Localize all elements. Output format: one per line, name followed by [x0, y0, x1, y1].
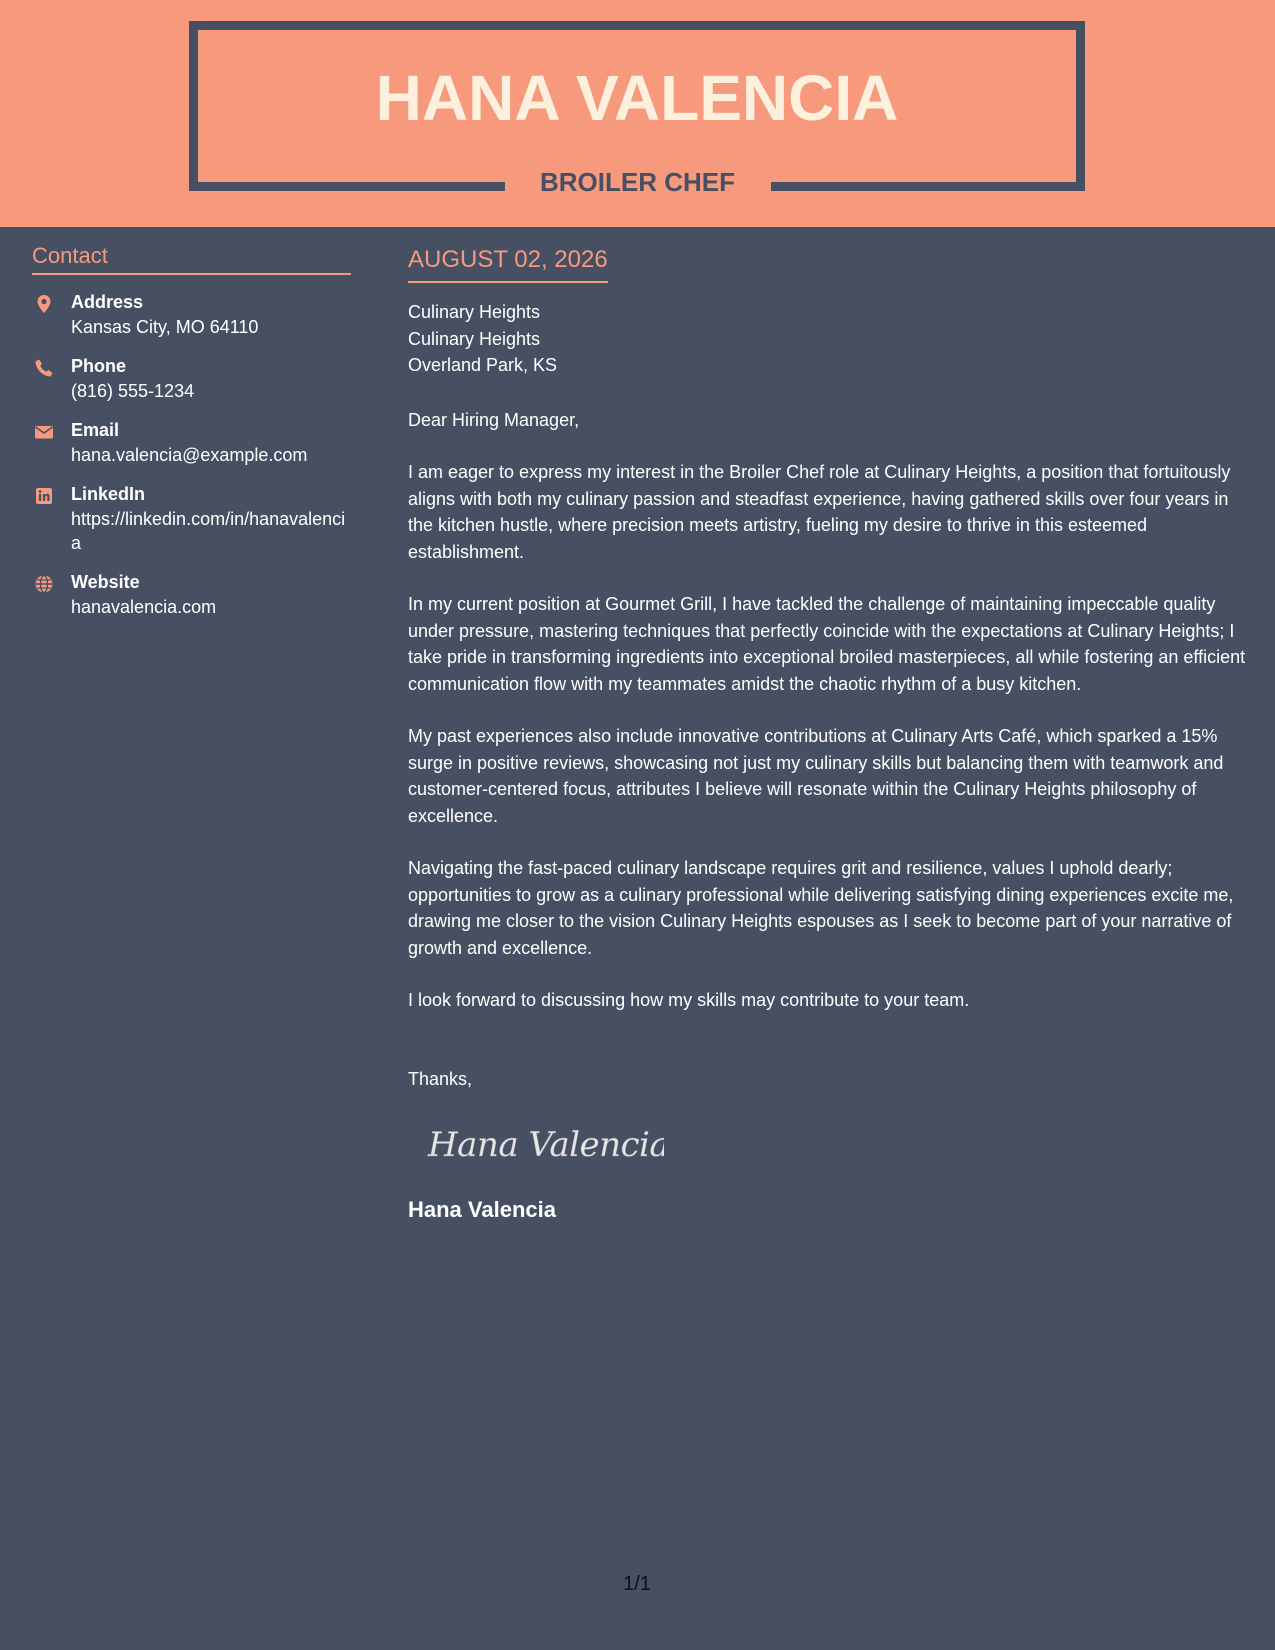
letter-paragraph: Navigating the fast-paced culinary landscape requires grit and resilience, values I uphold dearly; opportunities to grow as a culinary professional while delivering satisfying dining experiences excite me, drawing me closer to the vision Culinary Heights espouses as I seek to become part of your narrative of growth and excellence. [408, 858, 1234, 958]
website-value[interactable]: hanavalencia.com [71, 597, 217, 617]
address-value: Kansas City, MO 64110 [71, 317, 259, 337]
envelope-icon [34, 422, 54, 442]
contact-heading: Contact [32, 240, 351, 275]
contact-item-linkedin [32, 482, 351, 555]
contact-label: Phone [71, 356, 127, 376]
contact-label: Address [71, 292, 144, 312]
map-pin-icon [34, 294, 54, 314]
salutation: Dear Hiring Manager, [408, 409, 580, 430]
signer-name: Hana Valencia [408, 1197, 556, 1222]
contact-label: LinkedIn [71, 484, 146, 504]
header-banner [0, 0, 1275, 227]
linkedin-value[interactable]: https://linkedin.com/in/hanavalencia [71, 509, 346, 553]
linkedin-icon [34, 486, 54, 506]
contact-item-website [32, 570, 351, 619]
applicant-name: HANA VALENCIA [375, 62, 899, 134]
letter-date: AUGUST 02, 2026 [408, 243, 608, 283]
recipient-line: Culinary Heights [408, 328, 541, 349]
contact-label: Website [71, 572, 140, 592]
letter-paragraph: My past experiences also include innovative contributions at Culinary Arts Café, which sparked a 15% surge in positive reviews, showcasing not just my culinary skills but balancing them with teamwork and customer-centered focus, attributes I believe will resonate within the Culinary Heights philosophy of excellence. [408, 726, 1224, 826]
contact-item-email [32, 418, 351, 467]
globe-icon [34, 574, 54, 594]
letter-paragraph: I look forward to discussing how my skills may contribute to your team. [408, 990, 970, 1010]
page-number: 1/1 [623, 1573, 651, 1595]
recipient-line: Overland Park, KS [408, 355, 558, 375]
email-value[interactable]: hana.valencia@example.com [71, 445, 308, 465]
phone-value[interactable]: (816) 555-1234 [71, 381, 195, 401]
handwritten-signature [424, 1114, 1246, 1175]
closing: Thanks, [408, 1068, 473, 1089]
recipient-address [408, 299, 1246, 379]
header-frame-bottom-right [771, 182, 1085, 191]
job-title: BROILER CHEF [540, 167, 735, 197]
phone-icon [34, 358, 54, 378]
contact-item-phone [32, 354, 351, 403]
header-frame-bottom-left [189, 182, 505, 191]
recipient-line: Culinary Heights [408, 302, 541, 322]
letter-paragraph: I am eager to express my interest in the Broiler Chef role at Culinary Heights, a position that fortuitously aligns with both my culinary passion and steadfast experience, having gathered skills over four years in the kitchen hustle, where precision meets artistry, fueling my desire to thrive in this esteemed establishment. [408, 462, 1231, 562]
signature-image [424, 1114, 664, 1170]
signature-text: Hana Valencia [428, 1125, 664, 1165]
letter-body [408, 243, 1246, 1225]
contact-label: Email [71, 420, 120, 440]
contact-item-address [32, 290, 351, 339]
contact-sidebar [32, 240, 351, 619]
letter-paragraph: In my current position at Gourmet Grill, I have tackled the challenge of maintaining impeccable quality under pressure, mastering techniques that perfectly coincide with the expectations at Culinary Heights; I take pride in transforming ingredients into exceptional broiled masterpieces, all while fostering an efficient communication flow with my teammates amidst the chaotic rhythm of a busy kitchen. [408, 594, 1246, 694]
